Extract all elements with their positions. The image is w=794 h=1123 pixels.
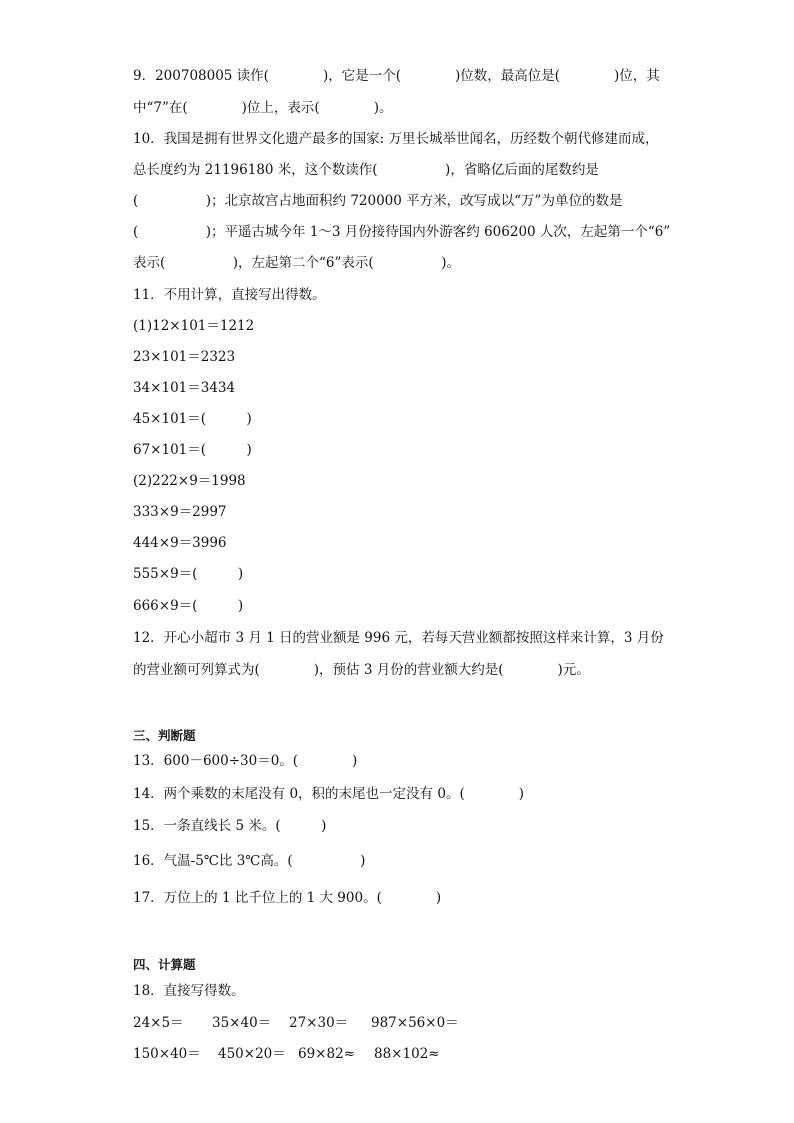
q11-item: (2)222×9＝1998 bbox=[133, 473, 246, 489]
calc-cell: 88×102≈ bbox=[374, 1046, 440, 1062]
q11-item: (1)12×101＝1212 bbox=[133, 318, 255, 334]
q10-line-1: 10．我国是拥有世界文化遗产最多的国家: 万里长城举世闻名，历经数个朝代修建而成， bbox=[133, 131, 659, 147]
section3-heading: 三、判断题 bbox=[133, 728, 196, 743]
q10-line-4: ( )；平遥古城今年 1～3 月份接待国内外游客约 606200 人次，左起第一个“6” bbox=[133, 224, 671, 240]
q12-line-2: 的营业额可列算式为( )，预估 3 月份的营业额大约是( )元。 bbox=[133, 662, 590, 678]
q9-line-2: 中“7”在( )位上，表示( )。 bbox=[133, 100, 393, 116]
q10-line-2: 总长度约为 21196180 米，这个数读作( )，省略亿后面的尾数约是 bbox=[133, 162, 599, 178]
calc-cell: 24×5＝ bbox=[133, 1015, 184, 1031]
q11-stem: 11．不用计算，直接写出得数。 bbox=[133, 287, 326, 303]
calc-cell: 150×40＝ bbox=[133, 1046, 201, 1062]
judge-item: 16．气温-5℃比 3℃高。( ) bbox=[133, 853, 366, 869]
q11-item: 444×9＝3996 bbox=[133, 535, 227, 551]
q10-line-3: ( )；北京故宫占地面积约 720000 平方米，改写成以“万”为单位的数是 bbox=[133, 193, 623, 209]
judge-item: 15．一条直线长 5 米。( ) bbox=[133, 818, 327, 834]
q11-item: 45×101＝( ) bbox=[133, 411, 252, 427]
judge-item: 14．两个乘数的末尾没有 0，积的末尾也一定没有 0。( ) bbox=[133, 786, 524, 802]
q11-item: 666×9＝( ) bbox=[133, 598, 244, 614]
q11-item: 333×9＝2997 bbox=[133, 504, 227, 520]
q11-item: 23×101＝2323 bbox=[133, 349, 236, 365]
judge-item: 17．万位上的 1 比千位上的 1 大 900。( ) bbox=[133, 890, 442, 906]
q12-line-1: 12．开心小超市 3 月 1 日的营业额是 996 元，若每天营业额都按照这样来计算，3 月份 bbox=[133, 630, 664, 646]
calc-cell: 35×40＝ bbox=[212, 1015, 272, 1031]
q18-stem: 18．直接写得数。 bbox=[133, 983, 245, 999]
calc-cell: 450×20＝ bbox=[218, 1046, 286, 1062]
q9-line-1: 9．200708005 读作( )，它是一个( )位数，最高位是( )位，其 bbox=[133, 68, 660, 84]
section4-heading: 四、计算题 bbox=[133, 957, 196, 972]
q11-item: 67×101＝( ) bbox=[133, 442, 252, 458]
calc-cell: 987×56×0＝ bbox=[371, 1015, 459, 1031]
calc-cell: 69×82≈ bbox=[298, 1046, 355, 1062]
calc-cell: 27×30＝ bbox=[289, 1015, 349, 1031]
q11-item: 555×9＝( ) bbox=[133, 566, 244, 582]
judge-item: 13．600－600÷30＝0。( ) bbox=[133, 753, 358, 769]
q10-line-5: 表示( )，左起第二个“6”表示( )。 bbox=[133, 255, 460, 271]
q11-item: 34×101＝3434 bbox=[133, 380, 236, 396]
